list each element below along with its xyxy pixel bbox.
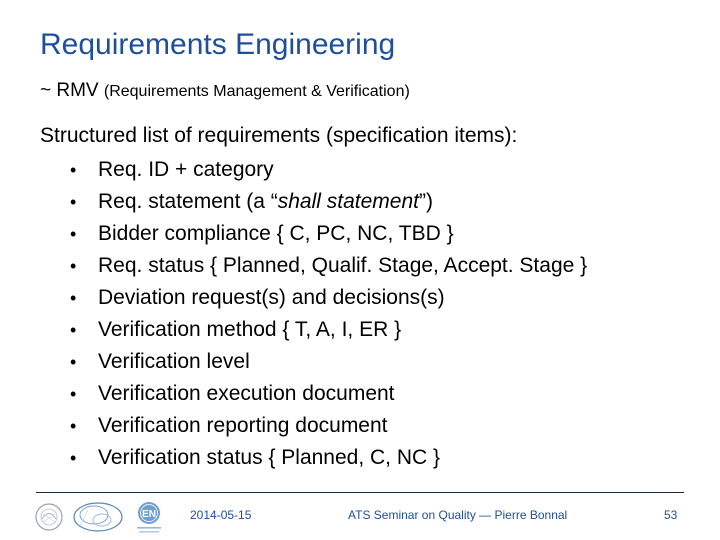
list-item <box>70 378 587 410</box>
cern-logo-icon <box>68 500 124 534</box>
list-item <box>70 282 587 314</box>
bullet-icon: • <box>70 352 77 372</box>
list-item-text: Verification level <box>98 350 250 373</box>
list-item-text: Deviation request(s) and decisions(s) <box>98 286 445 309</box>
footer-rule <box>36 492 684 493</box>
list-item-text: Req. status { Planned, Qualif. Stage, Accept. Stage } <box>98 254 588 277</box>
list-item-text: Verification status { Planned, C, NC } <box>98 446 441 469</box>
en-department-logo-icon <box>130 500 168 536</box>
intro-text: Structured list of requirements (specification items): <box>40 124 518 147</box>
list-item-text-post: ”) <box>419 190 433 213</box>
bullet-icon: • <box>70 192 77 212</box>
list-item <box>70 410 587 442</box>
list-item <box>70 250 587 282</box>
list-item-text: Verification method { T, A, I, ER } <box>98 318 402 341</box>
cern-seal-logo-icon <box>34 502 64 532</box>
bullet-icon: • <box>70 160 77 180</box>
footer-date: 2014-05-15 <box>190 508 252 522</box>
bullet-icon: • <box>70 224 77 244</box>
list-item <box>70 346 587 378</box>
bullet-icon: • <box>70 448 77 468</box>
list-item <box>70 218 587 250</box>
subtitle-main: ~ RMV <box>40 80 104 101</box>
list-item-text <box>98 186 433 218</box>
subtitle-detail: (Requirements Management & Verification) <box>103 83 410 100</box>
bullet-icon: • <box>70 256 77 276</box>
list-item <box>70 442 587 474</box>
list-item-text: Req. ID + category <box>98 158 274 181</box>
list-item-text-pre: Req. statement (a “ <box>98 190 278 213</box>
bullet-icon: • <box>70 416 77 436</box>
slide-title: Requirements Engineering <box>40 28 396 61</box>
svg-text:EN: EN <box>142 509 156 520</box>
list-item-text-emphasis: shall statement <box>277 190 419 213</box>
list-item <box>70 186 587 218</box>
page-number: 53 <box>664 508 678 522</box>
list-item-text: Verification execution document <box>98 382 395 405</box>
slide-subtitle <box>40 80 410 102</box>
bullet-icon: • <box>70 320 77 340</box>
bullet-icon: • <box>70 288 77 308</box>
list-item-text: Bidder compliance { C, PC, NC, TBD } <box>98 222 454 245</box>
list-item <box>70 154 587 186</box>
list-item <box>70 314 587 346</box>
bullet-list <box>70 154 587 474</box>
list-item-text: Verification reporting document <box>98 414 388 437</box>
bullet-icon: • <box>70 384 77 404</box>
footer-presentation: ATS Seminar on Quality — Pierre Bonnal <box>348 508 568 522</box>
